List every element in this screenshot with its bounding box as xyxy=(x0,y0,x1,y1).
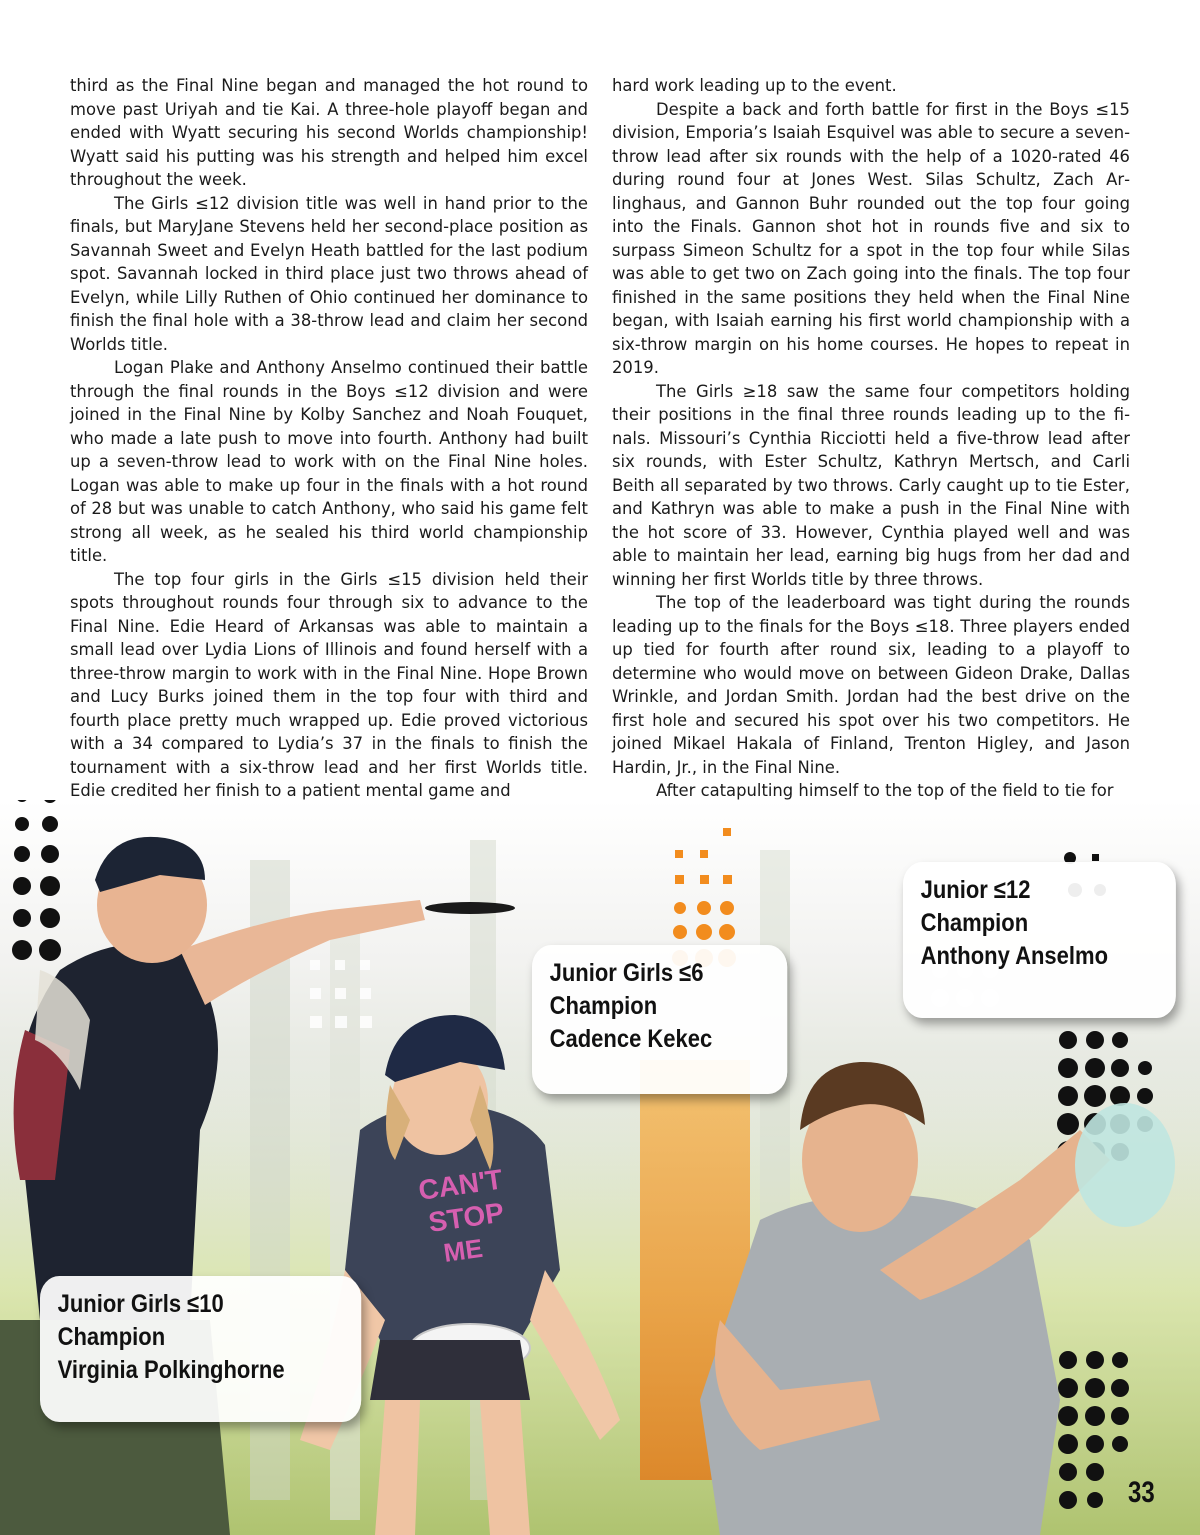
caption-name: Cadence Kekec xyxy=(549,1025,713,1053)
paragraph: third as the Final Nine began and managed the hot round to move past Uriyah and tie Kai. A three-hole playoff began and ended with Wyatt securing his second Worlds championship! Wyatt said his putting was his strength and helped him excel throughout the week. xyxy=(70,76,588,189)
caption-division: Junior Girls ≤10 xyxy=(57,1290,224,1318)
svg-text:STOP: STOP xyxy=(426,1196,506,1238)
right-text-column xyxy=(612,74,1130,803)
caption-title: Champion xyxy=(920,909,1029,937)
paragraph: The Girls ≤12 division title was well in hand prior to the finals, but MaryJane Stevens held her second-place position as Savannah Sweet and Evelyn Heath battled for the last podium spot. Savannah locked in third place just two throws ahead of Evelyn, while Lilly Ruthen of Ohio continued her dominance to finish the final hole with a 38-throw lead and claim her second Worlds title. xyxy=(70,193,588,354)
paragraph: After catapulting himself to the top of the field to tie for xyxy=(656,781,1114,800)
left-text-column xyxy=(70,74,588,803)
paragraph: hard work leading up to the event. xyxy=(612,76,897,95)
caption-division: Junior ≤12 xyxy=(920,876,1031,904)
paragraph: The Girls ≥18 saw the same four competitors holding their positions in the final three rounds leading up to the finals. Missouri’s Cynthia Ricciotti held a five-throw lead after six rounds, with Ester Schultz, Kathryn Mertsch, and Carli Beith all separated by two throws. Carly caught up to tie Ester, and Kathryn was able to make a push in the Final Nine with the hot score of 33. However, Cynthia played well and was able to maintain her lead, earning big hugs from her dad and winning her first Worlds title by three throws. xyxy=(612,381,1130,589)
paragraph: Logan Plake and Anthony Anselmo continued their battle through the final rounds in the Boys ≤12 division and were joined in the Final Nine by Kolby Sanchez and Noah Fouquet, who made a late push to move into fourth. Anthony had built up a seven-throw lead to work with on the Final Nine holes. Logan was able to make up four in the finals with a hot round of 28 but was unable to catch Anthony, who said his game felt strong all week, as he sealed his third world championship title. xyxy=(70,358,588,565)
caption-title: Champion xyxy=(549,992,658,1020)
svg-text:ME: ME xyxy=(441,1232,485,1268)
caption-division: Junior Girls ≤6 xyxy=(549,959,704,987)
caption-name: Anthony Anselmo xyxy=(920,942,1109,970)
caption-junior-girls-6 xyxy=(532,945,787,1094)
caption-name: Virginia Polkinghorne xyxy=(57,1356,285,1384)
page-number: 33 xyxy=(1128,1476,1155,1509)
paragraph: The top four girls in the Girls ≤15 division held their spots throughout rounds four through six to advance to the Final Nine. Edie Heard of Arkansas was able to maintain a small lead over Lydia Lions of Illinois and found herself with a three-throw margin to work with in the Final Nine. Hope Brown and Lucy Burks joined them in the top four with third and fourth place pretty much wrapped up. Edie proved victorious with a 34 compared to Lydia’s 37 in the finals to finish the tournament with a six-throw lead and her first Worlds title. Edie credited her finish to a patient mental game and xyxy=(70,569,588,800)
paragraph: The top of the leaderboard was tight during the rounds leading up to the finals for the Boys ≤18. Three players ended up tied for fourth after round six, leading to a playoff to determine who would move on between Gideon Drake, Dallas Wrinkle, and Jordan Smith. Jordan had the best drive on the first hole and secured his spot over his two competitors. He joined Mikael Hakala of Finland, Trenton Higley, and Jason Hardin, Jr., in the Final Nine. xyxy=(612,593,1130,777)
caption-title: Champion xyxy=(57,1323,166,1351)
caption-junior-girls-10 xyxy=(40,1276,361,1422)
svg-text:CAN'T: CAN'T xyxy=(416,1163,505,1206)
caption-junior-12 xyxy=(903,862,1176,1018)
paragraph: Despite a back and forth battle for first in the Boys ≤15 division, Emporia’s Isaiah Esquivel was able to secure a seven-throw lead after six rounds with the help of a 1020-rated 46 during round four at Jones West. Silas Schultz, Zach Arlinghaus, and Gannon Buhr rounded out the top four going into the Finals. Gannon shot hot in rounds five and six to surpass Simeon Schultz for a spot in the top four while Silas was able to get two on Zach going into the finals. The top four finished in the same positions they held when the Final Nine began, with Isaiah earning his first world championship with a six-throw margin on his home courses. He hopes to repeat in 2019. xyxy=(612,99,1130,377)
